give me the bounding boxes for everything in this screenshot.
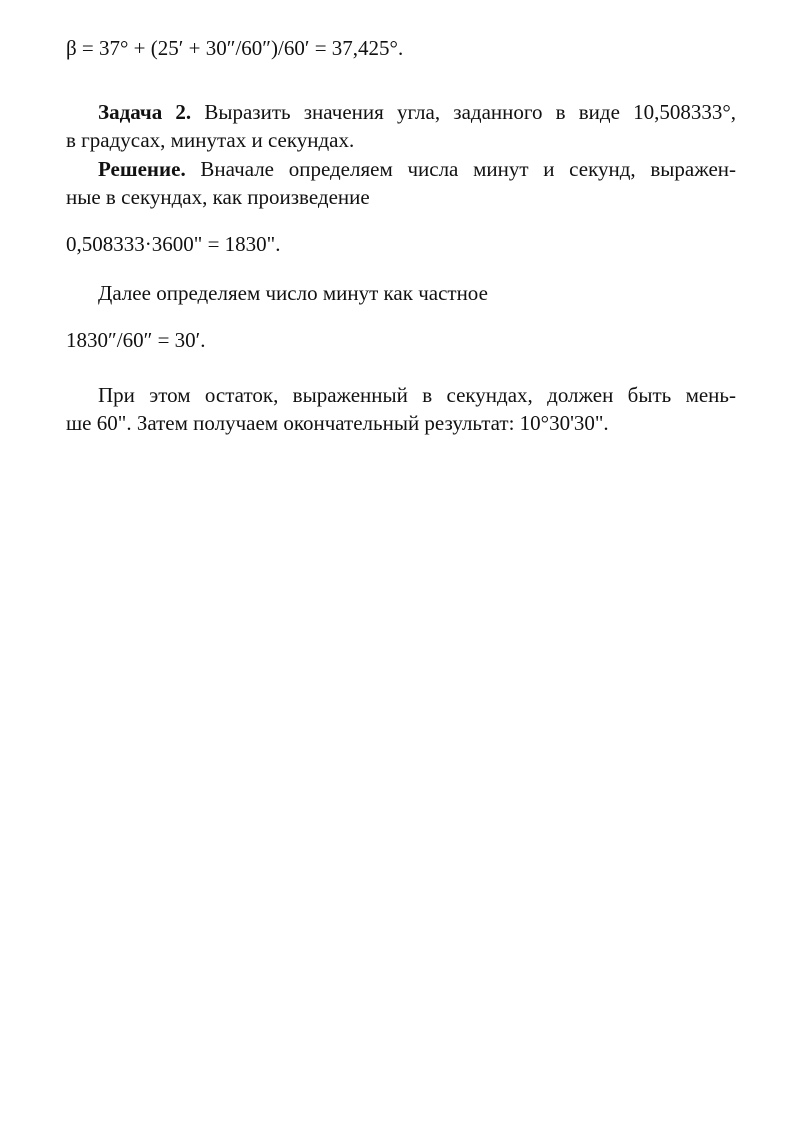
- task2-label: Задача 2.: [98, 100, 192, 124]
- formula-minutes: 1830″/60″ = 30′.: [66, 328, 206, 352]
- solution-line-2: ные в секундах, как произведение: [66, 185, 370, 209]
- task2-line-2: в градусах, минутах и секундах.: [66, 128, 355, 152]
- solution-line-1: [98, 155, 736, 183]
- remainder-line-1: При этом остаток, выраженный в секундах, должен быть мень-: [98, 383, 736, 407]
- task2-line-1: [98, 98, 736, 126]
- next-step-text: Далее определяем число минут как частное: [98, 281, 488, 305]
- solution-text: Вначале определяем числа минут и секунд, выражен-: [185, 157, 736, 181]
- formula-seconds: 0,508333·3600" = 1830".: [66, 232, 281, 256]
- remainder-line-2: ше 60". Затем получаем окончательный результат: 10°30'30".: [66, 411, 609, 435]
- solution-label: Решение.: [98, 157, 186, 181]
- task2-text: Выразить значения угла, заданного в виде 10,508333°,: [191, 100, 736, 124]
- formula-beta: β = 37° + (25′ + 30″/60″)/60′ = 37,425°.: [66, 36, 404, 60]
